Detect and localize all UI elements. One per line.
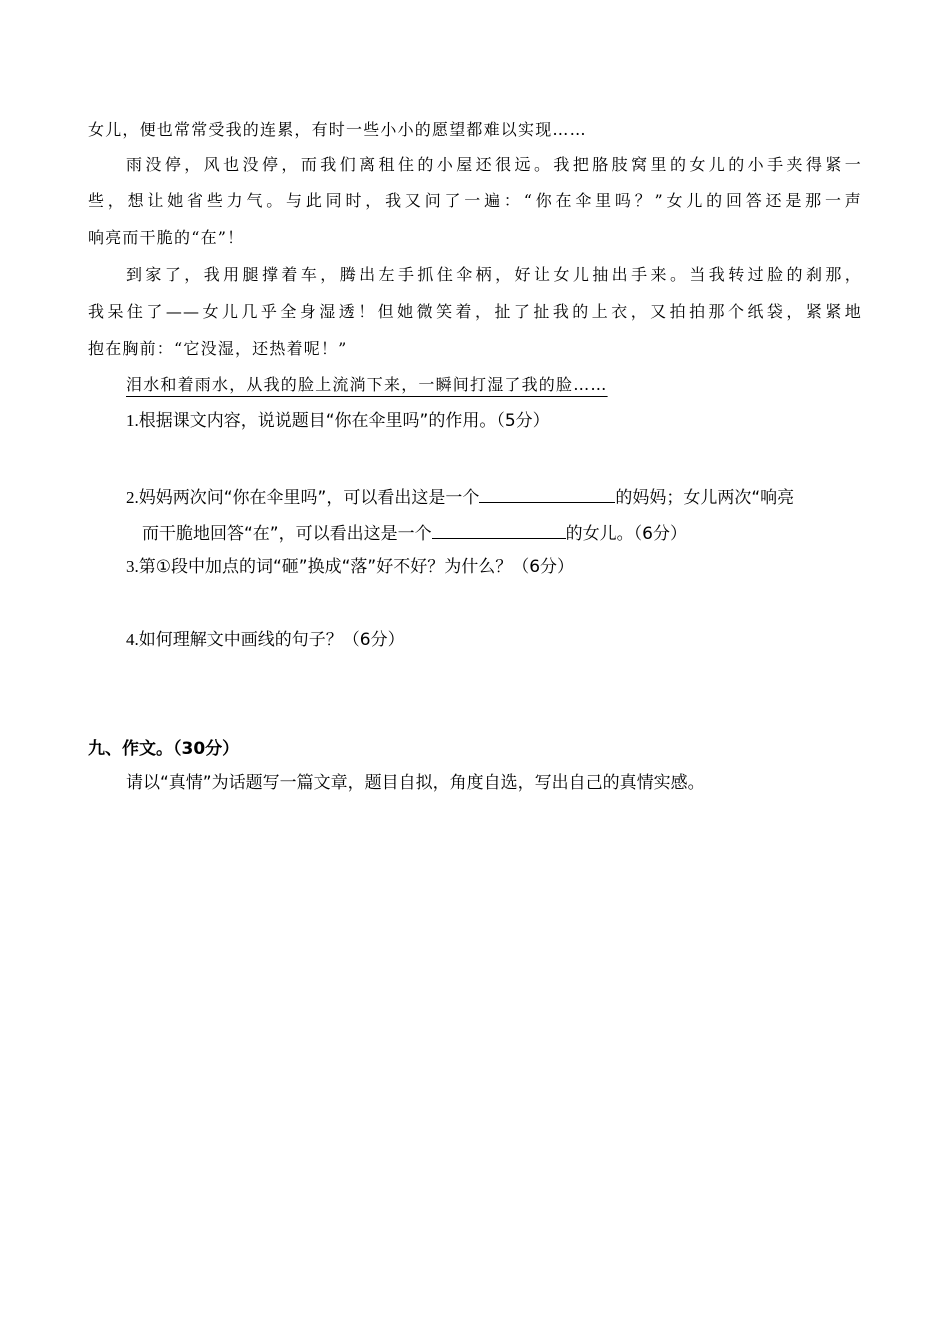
question-3 — [126, 557, 574, 577]
passage-line-1: 女儿，便也常常受我的连累，有时一些小小的愿望都难以实现…… — [88, 120, 587, 139]
question-1 — [126, 411, 550, 431]
section-9-prompt: 请以“真情”为话题写一篇文章，题目自拟，角度自选，写出自己的真情实感。 — [126, 773, 705, 793]
passage-line-3: 些，想让她省些力气。与此同时，我又问了一遍：“你在伞里吗？”女儿的回答还是那一声 — [88, 191, 862, 210]
passage-line-4: 响亮而干脆的“在”！ — [88, 228, 245, 247]
question-4 — [126, 630, 405, 650]
question-2-text-part-1: 妈妈两次问“你在伞里吗”，可以看出这是一个 — [138, 488, 480, 508]
passage-line-5: 到家了，我用腿撑着车，腾出左手抓住伞柄，好让女儿抽出手来。当我转过脸的刹那， — [126, 265, 862, 284]
section-9-title: 九、作文。（30分） — [88, 739, 240, 759]
passage-line-6: 我呆住了——女儿几乎全身湿透！但她微笑着，扯了扯我的上衣，又拍拍那个纸袋，紧紧地 — [88, 302, 862, 321]
question-2-text-part-4: 的女儿。（6分） — [565, 524, 687, 544]
underlined-sentence: 泪水和着雨水，从我的脸上流淌下来，一瞬间打湿了我的脸…… — [126, 375, 608, 394]
question-1-text: 根据课文内容，说说题目“你在伞里吗”的作用。（5分） — [138, 411, 550, 431]
passage-line-2: 雨没停，风也没停，而我们离租住的小屋还很远。我把胳肢窝里的女儿的小手夹得紧一 — [126, 155, 862, 174]
question-2-line-1 — [126, 484, 794, 508]
question-1-number: 1. — [126, 411, 139, 430]
question-2-text-part-2: 的妈妈；女儿两次“响亮 — [615, 488, 795, 508]
question-2-line-2 — [142, 520, 687, 544]
question-3-number: 3. — [126, 557, 139, 576]
question-2-text-part-3: 而干脆地回答“在”，可以看出这是一个 — [142, 524, 432, 544]
question-3-text: 第①段中加点的词“砸”换成“落”好不好？为什么？（6分） — [138, 557, 575, 577]
passage-line-7: 抱在胸前：“它没湿，还热着呢！” — [88, 339, 348, 358]
question-4-number: 4. — [126, 630, 139, 649]
answer-blank-daughter[interactable] — [432, 520, 566, 539]
question-2-number: 2. — [126, 488, 139, 507]
answer-blank-mother[interactable] — [479, 484, 615, 503]
question-4-text: 如何理解文中画线的句子？（6分） — [138, 630, 405, 650]
